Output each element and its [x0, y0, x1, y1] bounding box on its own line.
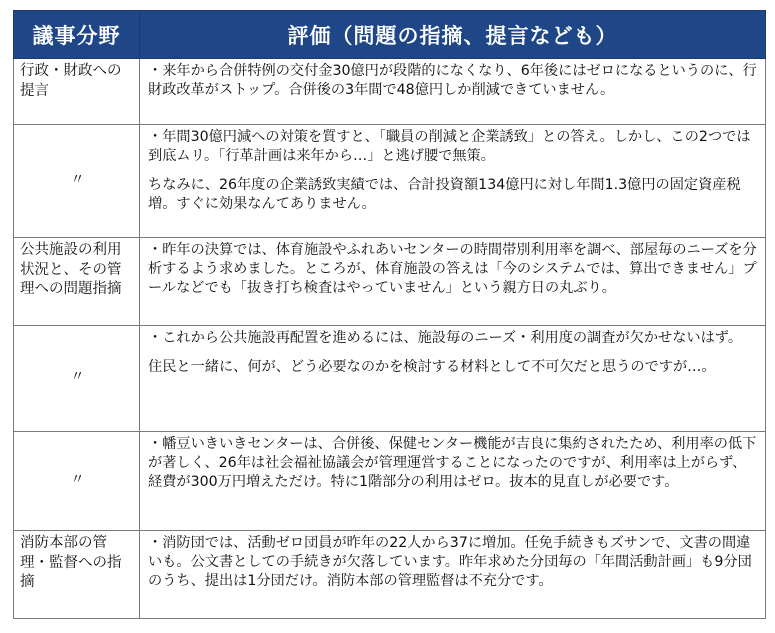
row-category-ditto: 〃	[14, 432, 140, 531]
evaluation-paragraph: ・年間30億円減への対策を質すと、「職員の削減と企業誘致」との答え。しかし、この2つでは到底ムリ。「行革計画は来年から…」と逃げ腰で無策。	[148, 129, 751, 164]
table-header-row	[14, 11, 766, 59]
table-row	[14, 531, 766, 619]
table-row	[14, 125, 766, 238]
table-row	[14, 432, 766, 531]
evaluation-paragraph: 住民と一緒に、何が、どう必要なのかを検討する材料として不可欠だと思うのですが…。	[148, 359, 716, 375]
row-category: 消防本部の管理・監督への指摘	[14, 531, 140, 619]
table-row	[14, 238, 766, 326]
table-row	[14, 59, 766, 125]
table-row	[14, 326, 766, 432]
row-category: 公共施設の利用状況と、その管理への問題指摘	[14, 238, 140, 326]
evaluation-paragraph: ・これから公共施設再配置を進めるには、施設毎のニーズ・利用度の調査が欠かせないはず。	[148, 330, 743, 346]
row-category: 行政・財政への提言	[14, 59, 140, 125]
row-evaluation	[140, 238, 766, 326]
row-category-ditto: 〃	[14, 326, 140, 432]
evaluation-paragraph: ・幡豆いきいきセンターは、合併後、保健センター機能が吉良に集約されたため、利用率の低下が著しく、26年は社会福祉協議会が管理運営することになったのですが、利用率は上がらず、経費が300万円増えただけ。特に1階部分の利用はゼロ。抜本的見直しが必要です。	[148, 436, 757, 490]
row-evaluation	[140, 59, 766, 125]
evaluation-paragraph: ・昨年の決算では、体育施設やふれあいセンターの時間帯別利用率を調べ、部屋毎のニーズを分析するよう求めました。ところが、体育施設の答えは「今のシステムでは、算出できません」プールなどでも「抜き打ち検査はやっていません」という親方日の丸ぶり。	[148, 242, 757, 296]
evaluation-paragraph: ・消防団では、活動ゼロ団員が昨年の22人から37に増加。任免手続きもズサンで、文書の間違いも。公文書としての手続きが欠落しています。昨年求めた分団毎の「年間活動計画」も9分団のうち、提出は1分団だけ。消防本部の管理監督は不充分です。	[148, 535, 752, 589]
evaluation-table	[13, 10, 766, 619]
header-evaluation: 評価（問題の指摘、提言なども）	[140, 11, 766, 59]
evaluation-paragraph: ちなみに、26年度の企業誘致実績では、合計投資額134億円に対し年間1.3億円の固定資産税増。すぐに効果なんてありません。	[148, 177, 741, 212]
header-category: 議事分野	[14, 11, 140, 59]
row-category-ditto: 〃	[14, 125, 140, 238]
row-evaluation	[140, 432, 766, 531]
row-evaluation	[140, 125, 766, 238]
evaluation-table-container	[13, 10, 765, 626]
row-evaluation	[140, 531, 766, 619]
evaluation-paragraph: ・来年から合併特例の交付金30億円が段階的になくなり、6年後にはゼロになるというのに、行財政改革がストップ。合併後の3年間で48億円しか削減できていません。	[148, 63, 757, 98]
row-evaluation	[140, 326, 766, 432]
